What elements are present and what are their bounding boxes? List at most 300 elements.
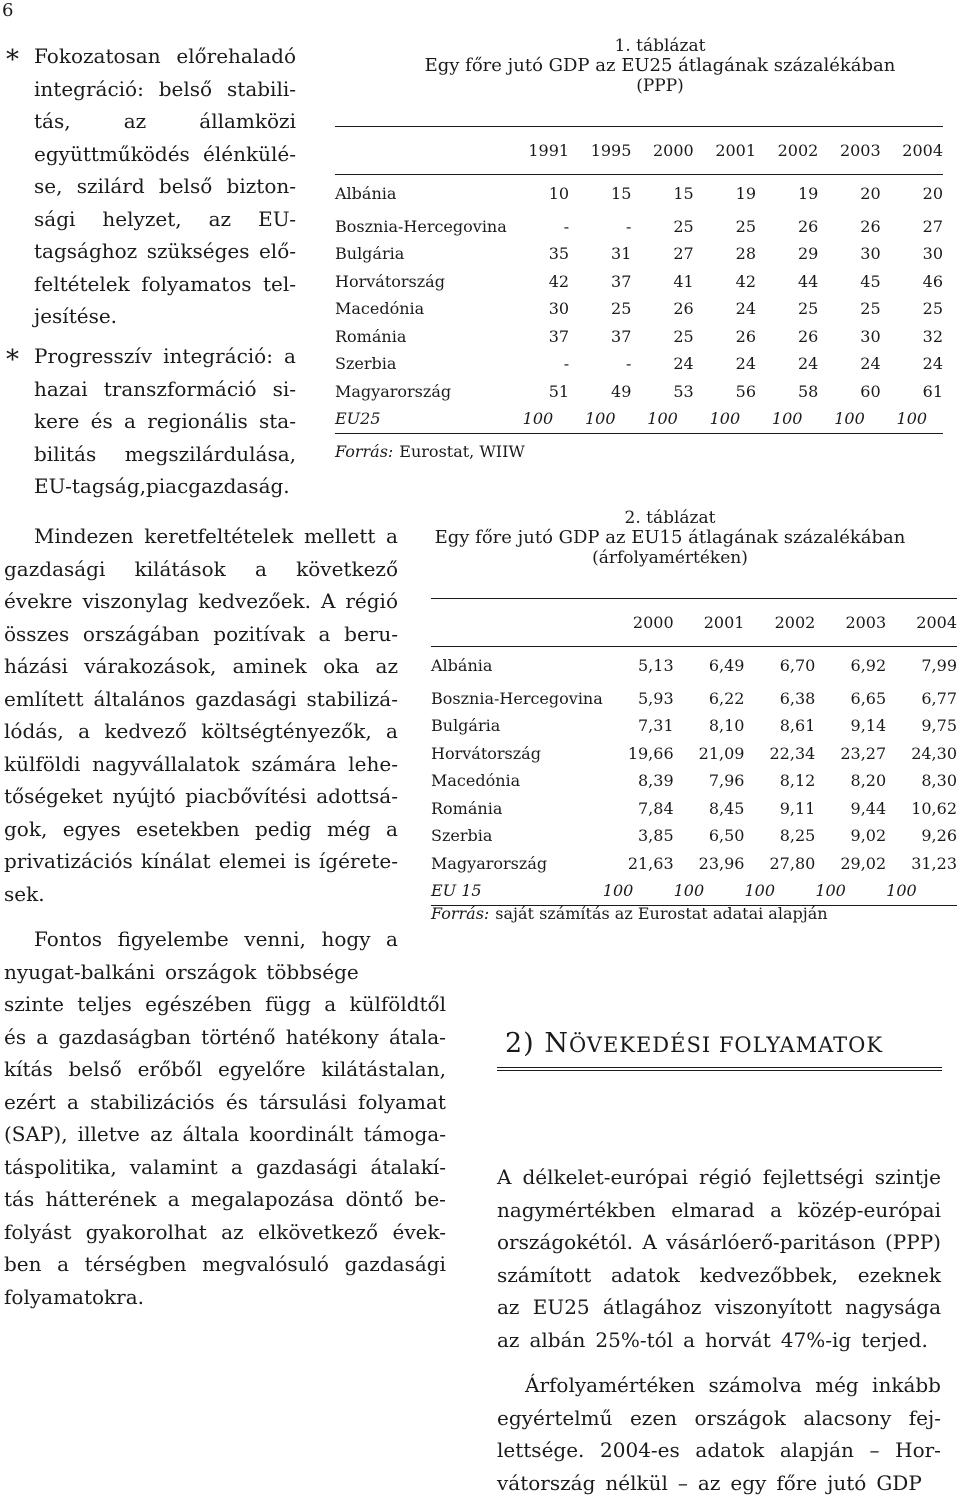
table2-row [431,712,957,740]
table2-cell: 6,92 [815,647,886,685]
word: egészében [145,988,252,1021]
table1-cell: 26 [756,323,818,351]
word: az [376,650,398,683]
word: szilárd [77,170,145,203]
table2-cell: 7,96 [674,767,745,795]
text-line [497,1194,941,1227]
word: vásárlóerő-paritáson [666,1226,875,1259]
word: kilátástalan, [321,1053,446,1086]
table2-row-label: Szerbia [431,822,603,850]
word: keretfeltételek [144,520,293,553]
word: a [386,923,398,956]
table1-cell: 45 [818,268,880,296]
table1-cell: 24 [818,350,880,378]
word: A [321,585,335,618]
word: EU- [258,203,296,236]
word: kedvezőek. [198,585,311,618]
word: nagyvállalatok [92,748,239,781]
paragraph-regional-development [497,1161,941,1356]
word: hátterének [45,1183,156,1216]
table1-cell: 15 [631,175,693,213]
word: beru- [344,618,398,651]
word: megszilárdulása, [125,438,296,471]
word: a [36,1021,48,1054]
table1-cell: 27 [881,213,943,241]
text-line [4,683,398,716]
text-line [34,373,296,406]
table1-row [335,323,943,351]
word: előrehaladó [176,40,296,73]
word: kedvező [104,715,186,748]
table2-row [431,850,957,878]
word: belső [69,1053,122,1086]
word: külföldi [4,748,80,781]
table1-cell: 24 [694,295,756,323]
word: 25%-tól [595,1324,673,1357]
table1-cell: 32 [881,323,943,351]
word: szintje [875,1161,941,1194]
word: koordinált [249,1118,353,1151]
word: horvát [705,1324,771,1357]
table2-cell: 9,14 [815,712,886,740]
word: várakozások, [84,650,216,683]
table2-cell: 5,13 [603,647,674,685]
text-line [34,105,296,138]
table1-cell: 19 [756,175,818,213]
table1-year-header: 2003 [818,127,880,175]
text-line [4,1248,446,1281]
word: egyelőre [218,1053,306,1086]
word: kere [34,405,79,438]
table2-cell: 19,66 [603,740,674,768]
word: be- [415,1183,446,1216]
word: lettsége. [497,1434,584,1467]
table2-total-cell: 100 [674,877,745,905]
table2-row [431,685,957,713]
word: Fontos [34,923,102,956]
word: döntő [345,1183,403,1216]
word: Fokozatosan [34,40,161,73]
word: nyújtó [112,780,175,813]
word: regionális [147,405,248,438]
table2-cell: 6,65 [815,685,886,713]
word: egyes [63,813,121,846]
table2-cell: 27,80 [744,850,815,878]
word: a [168,1183,180,1216]
table1-row [335,378,943,406]
text-line [497,1369,941,1402]
word: gazdasági [256,1151,357,1184]
table2-cell: 31,23 [886,850,957,878]
word: kedvezőbbek, [700,1259,838,1292]
word: folyamatos [141,268,251,301]
table2-row-label: Albánia [431,647,603,685]
table2-cell: 9,75 [886,712,957,740]
word: a [386,813,398,846]
text-line [4,813,398,846]
table2-cell: 8,25 [744,822,815,850]
table2-cell: 7,84 [603,795,674,823]
table2-year-header: 2001 [674,599,745,647]
table1-cell: 30 [507,295,569,323]
table1-cell: 27 [631,240,693,268]
table1-total-cell: 100 [631,405,693,433]
word: a [57,1248,69,1281]
word: jesítése. [34,300,117,333]
table1-cell: 26 [694,323,756,351]
text-line [4,845,398,878]
text-line [4,956,398,989]
word: oka [323,650,359,683]
table1-title: Egy főre jutó GDP az EU25 átlagának százalékában [360,56,960,76]
word: hatékony [286,1021,379,1054]
word: helyzet, [102,203,181,236]
text-line [34,438,296,471]
word: sági [34,203,75,236]
table2-total-cell: 100 [744,877,815,905]
word: közép-európai [797,1194,941,1227]
text-line [4,780,398,813]
word: (SAP), [4,1118,68,1151]
text-line [497,1226,941,1259]
word: folyamat [358,1086,446,1119]
word: pedig [255,813,312,846]
word: valamint [130,1151,218,1184]
word: államközi [199,105,296,138]
word: lehe- [348,748,398,781]
word: viszonylag [82,585,188,618]
word: a [284,340,296,373]
text-line [4,1216,446,1249]
word: számított [497,1259,591,1292]
word: teljes [77,988,132,1021]
word: sta- [259,405,296,438]
table2-cell: 21,63 [603,850,674,878]
table2-row [431,767,957,795]
text-line [4,1281,446,1314]
text-line [4,748,398,781]
word: társulási [259,1086,347,1119]
table1-cell: 41 [631,268,693,296]
word: szükséges [147,235,250,268]
word: kítás [4,1053,53,1086]
table1-cell: - [507,213,569,241]
word: fej- [909,1402,941,1435]
text-line [4,878,398,911]
word: országokétól. [497,1226,633,1259]
word: Mindezen [34,520,134,553]
word: piacgazdaság. [146,470,290,503]
word: elemei [219,845,286,878]
word: elmarad [671,1194,754,1227]
table1-row [335,295,943,323]
table1-total-cell: 100 [881,405,943,433]
word: említett [4,683,84,716]
word: venni, [244,923,306,956]
table1-cell: - [507,350,569,378]
word: EU-tagság, [34,470,146,503]
word: megalapozása [191,1183,334,1216]
word: nyugat-balkáni [4,956,155,989]
table1-cell: 56 [694,378,756,406]
table1-cell: - [569,350,631,378]
word: belső [159,170,212,203]
word: feltételek [34,268,130,301]
word: térségben [85,1248,187,1281]
word: figyelembe [118,923,229,956]
section-heading-number: 2) [505,1028,535,1059]
table1-row [335,175,943,213]
table2-total-row [431,877,957,905]
table1-total-cell: 100 [694,405,756,433]
text-line [497,1402,941,1435]
table2-cell: 9,44 [815,795,886,823]
table2-total-label: EU 15 [431,877,603,905]
text-line [4,553,398,586]
word: házási [4,650,68,683]
word: régió [345,585,398,618]
table2-cell: 7,99 [886,647,957,685]
table2-source-text: saját számítás az Eurostat adatai alapján [495,904,827,923]
word: egy [730,1467,766,1499]
table1-cell: 31 [569,240,631,268]
word: többsége [266,956,358,989]
word: és [226,1086,248,1119]
word: még [815,1369,859,1402]
table2-row-label: Bosznia-Hercegovina [431,685,603,713]
table1-row-label: Magyarország [335,378,507,406]
word: folyamatokra. [4,1281,144,1314]
word: alacsony [803,1402,891,1435]
paragraph-balkan-dependence [4,988,446,1313]
table2-cell: 6,50 [674,822,745,850]
table1-row-label: Horvátország [335,268,507,296]
table1-cell: 26 [818,213,880,241]
word: a [67,1086,79,1119]
table2-cell: 9,02 [815,822,886,850]
table1-header-blank [335,127,507,175]
word: transzformáció [104,373,257,406]
table1-row-label: Bosznia-Hercegovina [335,213,507,241]
table2-caption [380,508,960,568]
table1-cell: 25 [881,295,943,323]
word: a [124,405,136,438]
table2-year-header: 2000 [603,599,674,647]
table1-total-cell: 100 [818,405,880,433]
word: számára [251,748,336,781]
word: jutó [827,1467,866,1499]
word: történő [201,1021,275,1054]
word: – [870,1434,880,1467]
bullet-item-1 [34,40,296,333]
table1-cell: 42 [694,268,756,296]
word: si- [273,373,296,406]
table2-cell: 8,61 [744,712,815,740]
table2-cell: 10,62 [886,795,957,823]
table1-row [335,240,943,268]
table1-cell: 25 [756,295,818,323]
word: költségtényezők, [201,715,371,748]
word: átala- [389,1021,446,1054]
table1-total-cell: 100 [507,405,569,433]
table1-total-cell: 100 [756,405,818,433]
table1-cell: 10 [507,175,569,213]
section-heading-rest: ÖVEKEDÉSI FOLYAMATOK [569,1033,883,1057]
word: A [497,1161,511,1194]
word: gazdasági [4,553,105,586]
word: gyakorolhat [86,1216,207,1249]
text-line [4,988,446,1021]
table2-subtitle: (árfolyamértéken) [380,548,960,568]
table1 [335,126,943,434]
word: integráció: [34,73,144,106]
word: a [324,988,336,1021]
table1-cell: 24 [631,350,693,378]
word: elő- [259,235,296,268]
word: piacbővítési [185,780,306,813]
table2-cell: 23,27 [815,740,886,768]
text-line [4,618,398,651]
text-line [34,170,296,203]
table1-cell: 28 [694,240,756,268]
word: illetve [78,1118,140,1151]
word: az [124,105,146,138]
word: nélkül [605,1467,668,1499]
text-line [34,300,296,333]
table1-source-text: Eurostat, WIIW [399,442,525,461]
table1-cell: 30 [818,323,880,351]
paragraph-outlook [4,520,398,910]
table1-cell: 25 [818,295,880,323]
text-line [34,73,296,106]
table1-cell: 58 [756,378,818,406]
table1-row-label: Albánia [335,175,507,213]
word: évekre [4,585,73,618]
word: az [221,1216,243,1249]
word: nagysága [845,1291,941,1324]
word: összes [4,618,69,651]
table1-cell: 19 [694,175,756,213]
word: adatok [611,1259,680,1292]
word: régió [699,1161,752,1194]
word: viszonyított [715,1291,832,1324]
word: ben [4,1248,42,1281]
word: főre [776,1467,817,1499]
section-heading [497,1028,942,1071]
text-line [4,585,398,618]
table1-year-header: 1995 [569,127,631,175]
text-line [497,1434,941,1467]
table1-cell: 25 [631,323,693,351]
table1-year-header: 2002 [756,127,818,175]
word: vátország [497,1467,595,1499]
text-line [497,1467,941,1499]
word: a [770,1194,782,1227]
table2-total-cell: 100 [886,877,957,905]
text-line [34,340,296,373]
word: EU25 [533,1291,590,1324]
word: tás, [34,105,71,138]
bullet-marker: * [6,344,19,377]
table2-cell: 6,38 [744,685,815,713]
word: hogy [321,923,370,956]
table1-total-row [335,405,943,433]
table2-cell: 8,30 [886,767,957,795]
word: az [497,1324,519,1357]
word: számolva [708,1369,801,1402]
text-line [4,650,398,683]
word: Progresszív [34,340,152,373]
word: Hor- [895,1434,941,1467]
text-line [4,1021,446,1054]
word: az [497,1291,519,1324]
word: a [683,1324,695,1357]
word: még [327,813,371,846]
word: ezen [630,1402,677,1435]
word: országában [83,618,200,651]
word: is [294,845,311,878]
word: elkövetkező [258,1216,378,1249]
text-line [34,40,296,73]
text-line [34,405,296,438]
word: fejlettségi [763,1161,864,1194]
word: – [678,1467,688,1499]
table1-cell: 20 [818,175,880,213]
word: esetekben [136,813,239,846]
word: kilátások [135,553,226,586]
table1-row-label: Szerbia [335,350,507,378]
word: gazdasági [345,1248,446,1281]
word: Árfolyamértéken [525,1369,695,1402]
table2-cell: 6,49 [674,647,745,685]
text-line [4,715,398,748]
word: bilitás [34,438,96,471]
table2 [431,598,957,906]
table2-row-label: Magyarország [431,850,603,878]
table2-source-label: Forrás: [431,904,489,923]
table1-number: 1. táblázat [360,36,960,56]
table2-cell: 8,45 [674,795,745,823]
text-line [4,1086,446,1119]
table1-row-label: Bulgária [335,240,507,268]
table1-cell: 44 [756,268,818,296]
table1-cell: 35 [507,240,569,268]
text-line [4,1151,446,1184]
table1-cell: 26 [756,213,818,241]
table1-cell: 51 [507,378,569,406]
table2-cell: 23,96 [674,850,745,878]
table2-year-header: 2004 [886,599,957,647]
word: sek. [4,878,45,911]
table1-cell: 25 [631,213,693,241]
word: az [698,1467,720,1499]
word: a [255,553,267,586]
table2-cell: 8,10 [674,712,745,740]
table2-cell: 5,93 [603,685,674,713]
table1-cell: 24 [694,350,756,378]
table2-row [431,740,957,768]
word: stabilizációs [90,1086,215,1119]
table2-cell: 9,11 [744,795,815,823]
text-line [4,520,398,553]
word: se, [34,170,62,203]
table1-cell: 29 [756,240,818,268]
word: A [642,1226,656,1259]
word: gazdaságban [58,1021,191,1054]
text-line [4,1053,446,1086]
table1-cell: 25 [694,213,756,241]
word: 2004-es [600,1434,680,1467]
